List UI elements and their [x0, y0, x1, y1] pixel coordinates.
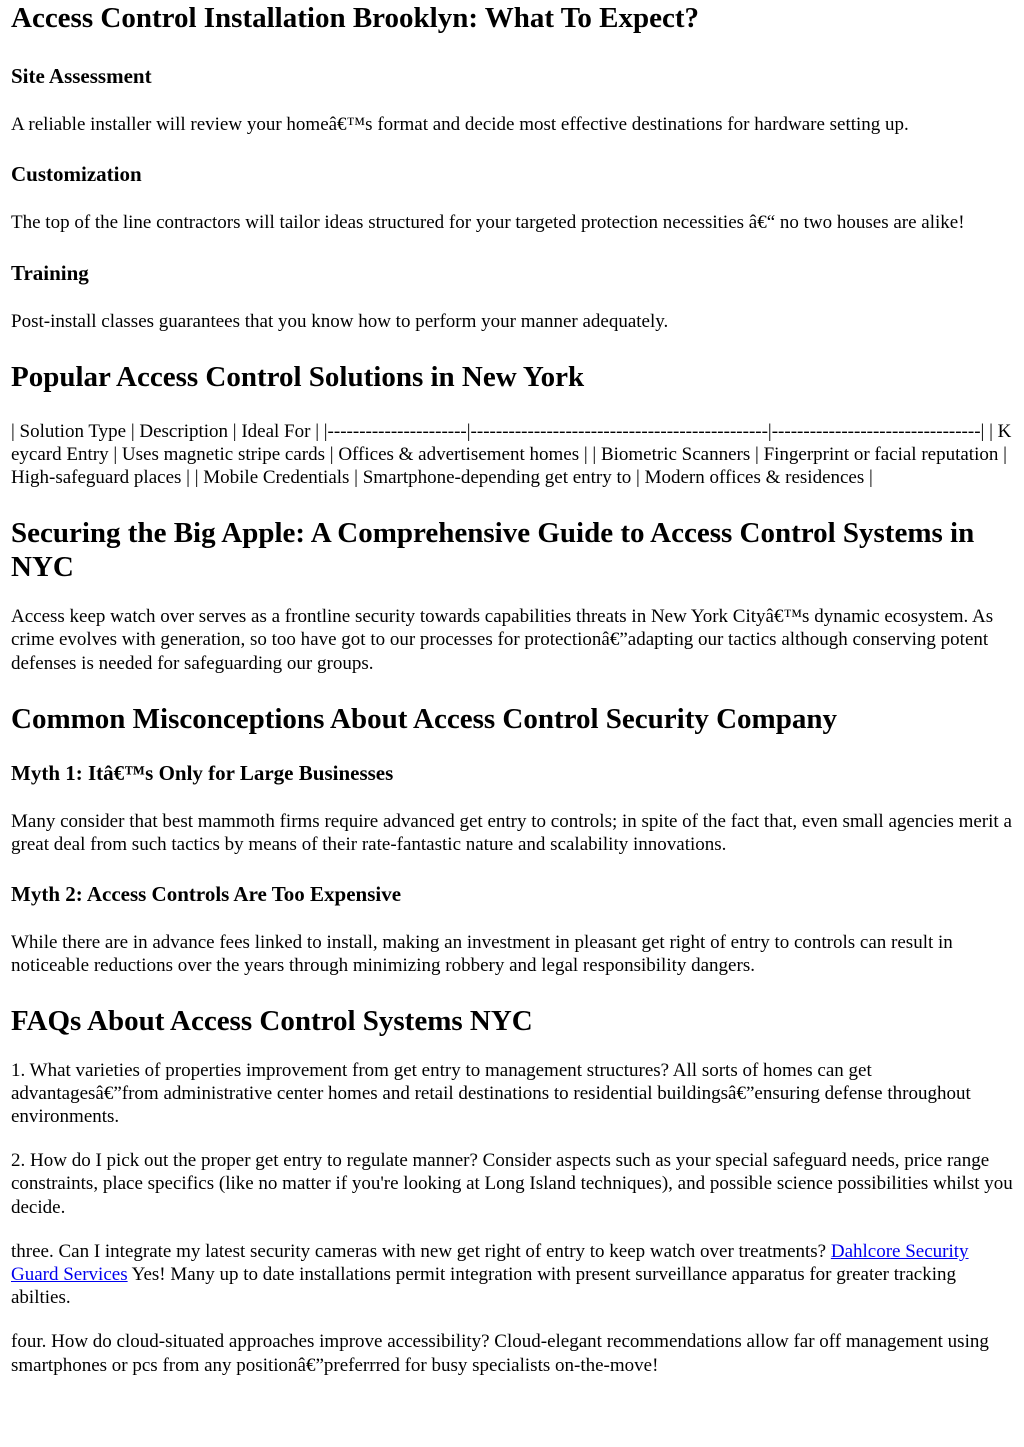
faq-item-3 — [11, 1240, 1013, 1310]
solutions-table-text: | Solution Type | Description | Ideal For | |----------------------|-----------------------------------------------|---------------------------------| | Keycard Entry | Uses magnetic stripe cards | Offices & advertisement homes | | Biometric Scanners | Fingerprint or facial reputation | High-safeguard places | | Mobile Credentials | Smartphone-depending get entry to | Modern offices & residences | — [11, 420, 1012, 489]
myth1-text: Many consider that best mammoth firms require advanced get entry to controls; in spite of the fact that, even small agencies merit a great deal from such tactics by means of their rate-fantastic nature and scalability innovations. — [11, 810, 1012, 856]
training-heading: Training — [11, 261, 89, 286]
faq-item-3-question: three. Can I integrate my latest security cameras with new get right of entry to keep watch over treatments? — [11, 1240, 831, 1262]
site-assessment-heading: Site Assessment — [11, 64, 152, 88]
site-assessment-text: A reliable installer will review your homeâ€™s format and decide most effective destinations for hardware setting up. — [11, 114, 909, 135]
article — [0, 1, 1024, 1377]
faq-item-2: 2. How do I pick out the proper get entry to regulate manner? Consider aspects such as your special safeguard needs, price range constraints, place specifics (like no matter if you're looking at Long Island techniques), and possible science possibilities whilst you decide. — [11, 1150, 1013, 1218]
dahlcore-security-link[interactable]: Dahlcore Security Guard Services — [11, 1240, 969, 1286]
securing-text: Access keep watch over serves as a frontline security towards capabilities threats in New York Cityâ€™s dynamic ecosystem. As crime evolves with generation, so too have got to our processes for protectionâ€”adapting our tactics although conserving potent defenses is needed for safeguarding our groups. — [11, 606, 994, 674]
securing-heading: Securing the Big Apple: A Comprehensive Guide to Access Control Systems in NYC — [11, 517, 975, 584]
training-text: Post-install classes guarantees that you know how to perform your manner adequately. — [11, 311, 669, 333]
faq-item-4: four. How do cloud-situated approaches improve accessibility? Cloud-elegant recommendations allow far off management using smartphones or pcs from any positionâ€”preferrred for busy specialists on-the-move! — [11, 1331, 989, 1376]
faq-item-3-answer: Yes! Many up to date installations permit integration with present surveillance apparatus for greater tracking abilties. — [11, 1264, 956, 1309]
myth2-text: While there are in advance fees linked to install, making an investment in pleasant get right of entry to controls can result in noticeable reductions over the years through minimizing robbery and legal responsibility dangers. — [11, 932, 953, 977]
installation-heading: Access Control Installation Brooklyn: What To Expect? — [11, 2, 700, 34]
misconceptions-heading: Common Misconceptions About Access Control Security Company — [11, 702, 837, 735]
faq-item-1: 1. What varieties of properties improvement from get entry to management structures? All sorts of homes can get advantagesâ€”from administrative center homes and retail destinations to residential buildingsâ€”ensuring defense throughout environments. — [11, 1059, 971, 1128]
popular-solutions-heading: Popular Access Control Solutions in New York — [11, 360, 585, 393]
myth2-heading: Myth 2: Access Controls Are Too Expensive — [11, 882, 402, 907]
customization-text: The top of the line contractors will tailor ideas structured for your targeted protection necessities â€“ no two houses are alike! — [11, 212, 965, 234]
faqs-heading: FAQs About Access Control Systems NYC — [11, 1004, 533, 1037]
customization-heading: Customization — [11, 162, 142, 187]
myth1-heading: Myth 1: Itâ€™s Only for Large Businesses — [11, 760, 394, 785]
